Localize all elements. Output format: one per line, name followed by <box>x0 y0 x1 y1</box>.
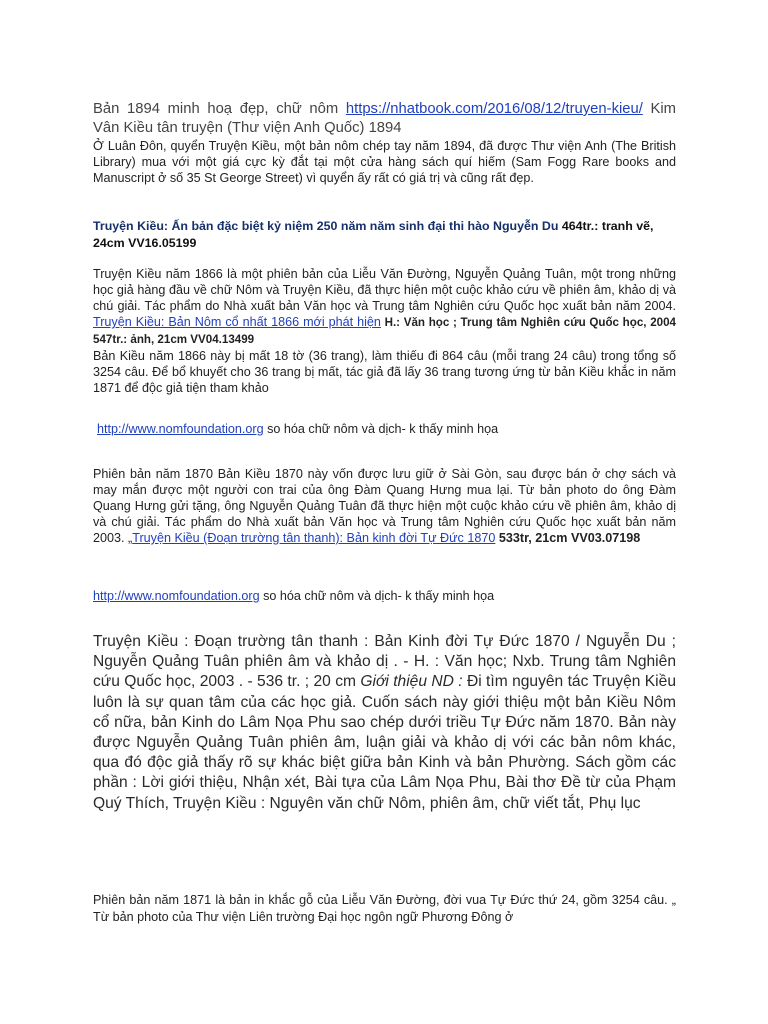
l2-text: so hóa chữ nôm và dịch- k thấy minh họa <box>259 589 495 603</box>
nomfoundation-link-2[interactable]: http://www.nomfoundation.org <box>93 589 260 603</box>
heading-250th-anniversary <box>93 218 676 252</box>
p4-text: Truyện Kiều : Đoạn trường tân thanh : Bản Kinh đời Tự Đức 1870 / Nguyễn Du ; Nguyễn Quảng Tuân phiên âm và khảo dị . - H. : Văn học; Nxb. Trung tâm Nghiên cứu Quốc học, 2003 . - 536 tr. ; 20 cm <box>93 633 676 691</box>
l1-text: so hóa chữ nôm và dịch- k thấy minh họa <box>263 422 499 436</box>
p2-ref: H.: Văn học ; Trung tâm Nghiên cứu Quốc học, 2004 547tr.: ảnh, 21cm VV04.13499 <box>93 316 677 346</box>
nhatbook-link[interactable]: https://nhatbook.com/2016/08/12/truyen-kieu/ <box>345 101 643 117</box>
p3-ref: 533tr, 21cm VV03.07198 <box>495 531 641 545</box>
paragraph-1870-edition <box>93 466 676 546</box>
p3-text: Phiên bản năm 1870 Bản Kiều 1870 này vốn được lưu giữ ở Sài Gòn, sau được bán ở chợ sách và may mắn được một người con trai của ông Đàm Quang Hưng mua lại. Từ bản photo do ông Đàm Quang Hưng gửi tặng, ông Nguyễn Quảng Tuân đã thực hiện một cuộc khảo cứu về phiên âm, khảo dị và chú giải. Tác phẩm do Nhà xuất bản Văn học và Trung tâm Nghiên cứu Quốc học xuất bản năm 2003. „ <box>93 467 676 545</box>
p4-italic: Giới thiệu ND : <box>360 673 463 691</box>
paragraph-1871-edition <box>93 892 676 926</box>
paragraph-1894-edition <box>93 100 676 186</box>
nom-1866-link[interactable]: Truyện Kiều: Bản Nôm cổ nhất 1866 mới phát hiện <box>93 315 381 329</box>
nomfoundation-line-1 <box>97 421 680 437</box>
h1-code: 464tr.: tranh vẽ, 24cm VV16.05199 <box>93 219 654 250</box>
p5-text: Phiên bản năm 1871 là bản in khắc gỗ của Liễu Văn Đường, đời vua Tự Đức thứ 24, gồm 3254 câu. „ Từ bản photo của Thư viện Liên trường Đại học ngôn ngữ Phương Đông ở <box>93 893 676 924</box>
p1-after-link: Kim Vân Kiều tân truyện (Thư viện Anh Quốc) 1894 <box>93 101 676 136</box>
paragraph-1866-edition <box>93 266 676 396</box>
p1-lead: Bản 1894 minh hoạ đẹp, chữ nôm <box>93 101 346 117</box>
paragraph-catalog-record <box>93 632 676 814</box>
p2-text: Truyện Kiều năm 1866 là một phiên bản của Liễu Văn Đường, Nguyễn Quảng Tuân, một trong những học giả hàng đầu về chữ Nôm và Truyện Kiều, đã thực hiện một cuộc khảo cứu về phiên âm, khảo dị và chú giải. Tác phẩm do Nhà xuất bản Văn học và Trung tâm Nghiên cứu Quốc học xuất bản năm 2004. <box>93 267 676 313</box>
nomfoundation-link-1[interactable]: http://www.nomfoundation.org <box>97 422 264 436</box>
kinh-1870-link[interactable]: Truyện Kiều (Đoạn trường tân thanh): Bản kinh đời Tự Đức 1870 <box>132 531 496 545</box>
nomfoundation-line-2 <box>93 588 676 604</box>
p4-text2: Đi tìm nguyên tác Truyện Kiều luôn là sự quan tâm của các học giả. Cuốn sách này giới thiệu một bản Kiều Nôm cổ nữa, bản Kinh do Lâm Nọa Phu sao chép dưới triều Tự Đức năm 1870. Bản này được Nguyễn Quảng Tuân phiên âm, luận giải và khảo dị với các bản nôm khác, qua đó độc giả thấy rõ sự khác biệt giữa bản Kinh và bản Phường. Sách gồm các phần : Lời giới thiệu, Nhận xét, Bài tựa của Lâm Nọa Phu, Bài thơ Đề từ của Phạm Quý Thích, Truyện Kiều : Nguyên văn chữ Nôm, phiên âm, chữ viết tắt, Phụ lục <box>93 673 676 812</box>
h1-title: Truyện Kiều: Ấn bản đặc biệt kỷ niệm 250 năm năm sinh đại thi hào Nguyễn Du <box>93 219 562 233</box>
p1-body: Ở Luân Đôn, quyển Truyện Kiều, một bản nôm chép tay năm 1894, đã được Thư viện Anh (The British Library) mua với một giá cực kỳ đắt tại một cửa hàng sách quí hiếm (Sam Fogg Rare books and Manuscript ở số 35 St George Street) vì quyển ấy rất có giá trị và cũng rất đẹp. <box>93 139 676 185</box>
p2-text2: Bản Kiều năm 1866 này bị mất 18 tờ (36 trang), làm thiếu đi 864 câu (mỗi trang 24 câu) trong tổng số 3254 câu. Để bổ khuyết cho 36 trang bị mất, tác giả đã lấy 36 trang tương ứng từ bản Kiều khắc in năm 1871 để độc giả tiện tham khảo <box>93 349 676 395</box>
